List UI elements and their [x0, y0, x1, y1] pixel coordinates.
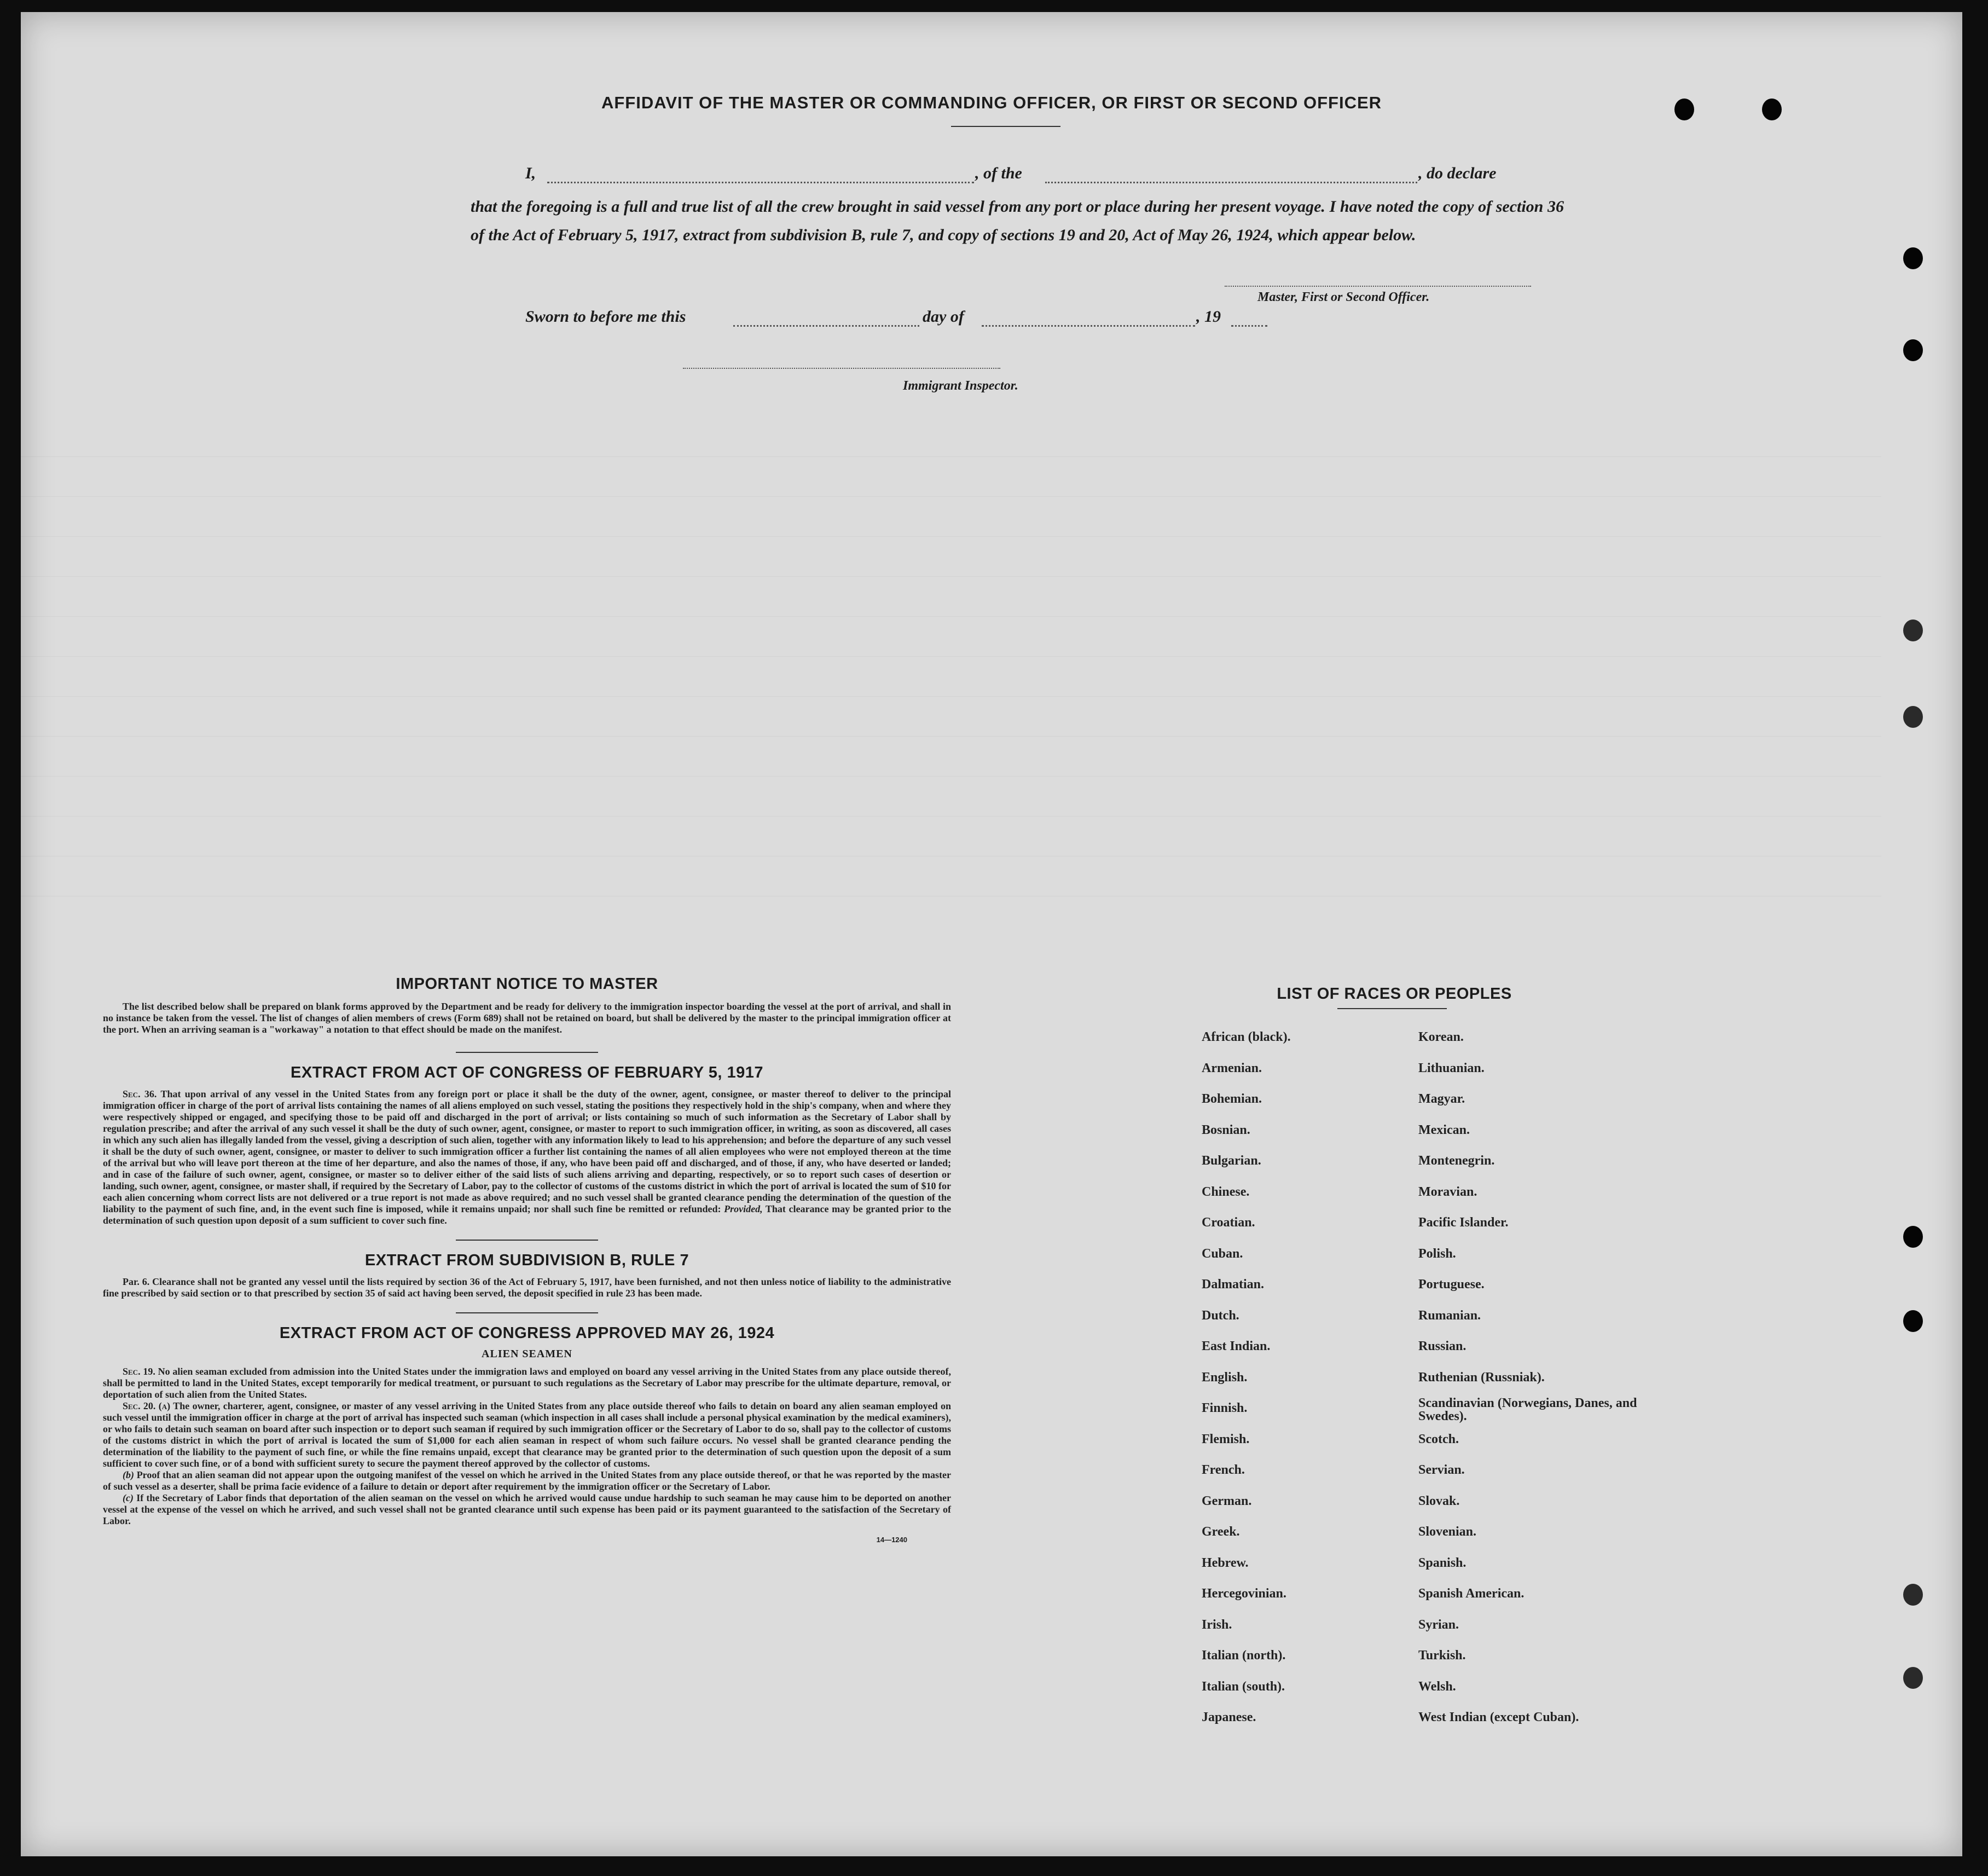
section-rule	[456, 1052, 598, 1053]
race-item: Spanish.	[1418, 1555, 1467, 1570]
sec-20b-body: Proof that an alien seaman did not appear upon the outgoing manifest of the vessel on which he arrived in the United States from any place outside thereof, or that he was reported by the master of such vessel as a deserter, shall be prima facie evidence of a failure to detain or deport after requirement by the immigration officer or the Secretary of Labor.	[103, 1469, 951, 1492]
sec-20a-body: The owner, charterer, agent, consignee, or master of any vessel arriving in the United States from any place outside thereof who fails to detain on board any alien seaman employed on such vessel until the immigration officer in charge at the port of arrival has inspected such seaman (which inspection in all cases shall include a personal physical examination by the medical examiners), or who fails to detain such seaman on board after such inspection or to deport such seaman if required by such immigration officer or the Secretary of Labor to do so, shall pay to the collector of customs of the customs district in which the port of arrival is located the sum of $1,000 for each alien seaman in respect of whom such failure occurs. No vessel shall be granted clearance pending the determination of the liability to the payment of such fine, or while the fine remains unpaid, except that clearance may be granted prior to the determination of such question upon the deposit of a sum sufficient to cover such fine, or of a bond with sufficient surety to secure the payment thereof approved by the collector of customs.	[103, 1400, 951, 1469]
race-item: Syrian.	[1418, 1617, 1459, 1632]
title-rule	[951, 126, 1060, 127]
sworn-day-field[interactable]	[733, 325, 919, 327]
race-item: Portuguese.	[1418, 1277, 1485, 1292]
race-item: Ruthenian (Russniak).	[1418, 1370, 1545, 1385]
race-item: Italian (north).	[1202, 1648, 1286, 1663]
race-item: Montenegrin.	[1418, 1154, 1495, 1168]
rule-7-title: EXTRACT FROM SUBDIVISION B, RULE 7	[364, 1252, 689, 1269]
race-item: Croatian.	[1202, 1215, 1255, 1230]
sec-19-body: No alien seaman excluded from admission into the United States under the immigration laws and employed on board any vessel arriving in the United States from any place outside thereof, shall be permitted to land in the United States, except temporarily for medical treatment, or pursuant to such regulations as the Secretary of Labor may prescribe for the ultimate departure, removal, or deportation of such alien from the United States.	[103, 1366, 951, 1400]
race-item: Slovenian.	[1418, 1525, 1477, 1539]
race-item: Russian.	[1418, 1339, 1467, 1353]
punch-hole	[1903, 1310, 1923, 1332]
race-item: Japanese.	[1202, 1710, 1256, 1724]
race-item: Korean.	[1418, 1030, 1464, 1044]
form-number: 14—1240	[876, 1536, 907, 1544]
race-item: Slovak.	[1418, 1493, 1460, 1508]
race-item: English.	[1202, 1370, 1248, 1385]
signature-label: Master, First or Second Officer.	[1257, 290, 1430, 304]
race-item: Moravian.	[1418, 1184, 1477, 1199]
sworn-year-field[interactable]	[1231, 325, 1267, 327]
race-item: Magyar.	[1418, 1092, 1465, 1106]
sec-36-label: Sec. 36.	[123, 1088, 157, 1099]
sec-19-text	[103, 1366, 951, 1400]
race-item: Scandinavian (Norwegians, Danes, and Swedes).	[1418, 1396, 1637, 1423]
vessel-field[interactable]	[1045, 182, 1417, 183]
race-item: East Indian.	[1202, 1339, 1271, 1353]
inspector-label: Immigrant Inspector.	[903, 379, 1018, 393]
provided-label: Provided,	[724, 1203, 763, 1214]
name-field[interactable]	[547, 182, 974, 183]
race-item: Irish.	[1202, 1617, 1232, 1632]
races-title: LIST OF RACES OR PEOPLES	[1277, 985, 1512, 1003]
race-item: Bulgarian.	[1202, 1154, 1261, 1168]
race-item: African (black).	[1202, 1030, 1291, 1044]
rule-7-text: Par. 6. Clearance shall not be granted any vessel until the lists required by section 36 of the Act of February 5, 1917, have been furnished, and not then unless notice of liability to the administrative fine prescribed by said section or to that prescribed by section 35 of said act having been served, the deposit specified in rule 23 has been made.	[103, 1276, 951, 1299]
race-item: Bohemian.	[1202, 1092, 1262, 1106]
affidavit-title: AFFIDAVIT OF THE MASTER OR COMMANDING OFFICER, OR FIRST OR SECOND OFFICER	[601, 93, 1382, 112]
punch-hole	[1903, 339, 1923, 361]
signature-field[interactable]	[1225, 286, 1531, 287]
punch-hole	[1903, 1667, 1923, 1689]
sworn-line	[525, 308, 1346, 335]
extract-1924-title: EXTRACT FROM ACT OF CONGRESS APPROVED MAY 26, 1924	[279, 1324, 775, 1342]
sworn-day-of: day of	[923, 308, 964, 326]
race-item: Servian.	[1418, 1463, 1465, 1477]
declaration-body: that the foregoing is a full and true list of all the crew brought in said vessel from any port or place during her present voyage. I have noted the copy of section 36 of the Act of February 5, 1917, extract from subdivision B, rule 7, and copy of sections 19 and 20, Act of May 26, 1924, which appear below.	[471, 198, 1564, 244]
extract-1917-text	[103, 1088, 951, 1226]
race-item: Hercegovinian.	[1202, 1587, 1286, 1601]
punch-hole	[1903, 706, 1923, 728]
race-item: Bosnian.	[1202, 1122, 1250, 1137]
declaration-do-declare: , do declare	[1418, 164, 1497, 182]
race-item: Spanish American.	[1418, 1587, 1525, 1601]
race-item: Armenian.	[1202, 1061, 1262, 1075]
sec-20b-text	[103, 1469, 951, 1492]
notice-text: The list described below shall be prepared on blank forms approved by the Department and be ready for delivery to the immigration inspector boarding the vessel at the port of arrival, and shall in no instance be taken from the vessel. The list of changes of alien members of crews (Form 689) shall not be retained on board, but shall be delivered by the master to the principal immigration officer at the port. When an arriving seaman is a "workaway" a notation to that effect should be made on the manifest.	[103, 1001, 951, 1035]
race-item: Rumanian.	[1418, 1308, 1481, 1323]
race-item: Lithuanian.	[1418, 1061, 1485, 1075]
sec-20c-label: (c)	[123, 1492, 134, 1503]
declaration-of-the: , of the	[975, 164, 1022, 182]
race-item: Mexican.	[1418, 1122, 1470, 1137]
sworn-year: , 19	[1196, 308, 1221, 326]
race-item: German.	[1202, 1493, 1252, 1508]
sec-20a-text	[103, 1400, 951, 1469]
sworn-month-field[interactable]	[982, 325, 1195, 327]
declaration-i: I,	[525, 164, 536, 182]
race-item: Finnish.	[1202, 1401, 1248, 1415]
race-item: Greek.	[1202, 1525, 1240, 1539]
sec-36-proviso: That clearance may be granted prior to the determination of such question upon deposit of a sum sufficient to cover such fine.	[103, 1203, 951, 1226]
sworn-label: Sworn to before me this	[525, 308, 686, 326]
race-item: Dutch.	[1202, 1308, 1239, 1323]
sec-19-label: Sec. 19.	[123, 1366, 155, 1377]
extract-1924-subtitle: ALIEN SEAMEN	[482, 1348, 572, 1360]
extract-1917-title: EXTRACT FROM ACT OF CONGRESS OF FEBRUARY 5, 1917	[290, 1064, 764, 1081]
declaration-line	[525, 164, 1565, 192]
races-title-rule	[1337, 1008, 1447, 1009]
notice-title: IMPORTANT NOTICE TO MASTER	[396, 975, 658, 993]
race-item: Flemish.	[1202, 1432, 1250, 1446]
race-item: Dalmatian.	[1202, 1277, 1264, 1292]
sec-36-text: That upon arrival of any vessel in the United States from any foreign port or place it shall be the duty of the owner, agent, consignee, or master thereof to deliver to the principal immigration officer in charge of the port of arrival lists containing the names of all aliens employed on such vessel, stating the positions they respectively hold in the ship's company, when and where they were respectively shipped or engaged, and specifying those to be paid off and discharged in the port of arrival; or lists containing so much of such information as the Secretary of Labor shall by regulation prescribe; and after the arrival of any such vessel it shall be the duty of such owner, agent, consignee, or master to report to such immigration officer, in writing, as soon as discovered, all cases in which any such alien has illegally landed from the vessel, giving a description of such alien, together with any information likely to lead to his apprehension; and before the departure of any such vessel it shall be the duty of such owner, agent, consignee, or master to deliver to such immigration officer a further list containing the names of all alien employees who were not employed thereon at the time of the arrival but who will leave port thereon at the time of her departure, and also the names of those, if any, who have been paid off and discharged, and of those, if any, who have deserted or landed; and in case of the failure of such owner, agent, consignee, or master so to deliver either of the said lists of such aliens arriving and departing, respectively, or so to report such cases of desertion or landing, such owner, agent, consignee, or master shall, if required by the Secretary of Labor, pay to the collector of customs of the customs district in which the port of arrival is located the sum of $10 for each alien concerning whom correct lists are not delivered or a true report is not made as above required; and no such vessel shall be granted clearance pending the determination of the question of the liability to the payment of such fine, and, in the event such fine is imposed, while it remains unpaid; nor shall such fine be remitted or refunded:	[103, 1088, 951, 1214]
bleed-through-text	[21, 417, 1881, 964]
race-item: Pacific Islander.	[1418, 1215, 1509, 1230]
section-rule	[456, 1312, 598, 1313]
sec-20c-text	[103, 1492, 951, 1527]
section-rule	[456, 1240, 598, 1241]
inspector-signature-field[interactable]	[683, 368, 1000, 369]
punch-hole	[1903, 1226, 1923, 1248]
race-item: Polish.	[1418, 1246, 1456, 1261]
race-item: Turkish.	[1418, 1648, 1466, 1663]
punch-hole	[1903, 1584, 1923, 1606]
notice-column	[103, 975, 951, 1544]
race-item: Italian (south).	[1202, 1679, 1285, 1694]
race-item: West Indian (except Cuban).	[1418, 1710, 1579, 1724]
sec-20b-label: (b)	[123, 1469, 134, 1480]
punch-hole	[1903, 619, 1923, 641]
punch-hole	[1903, 247, 1923, 269]
form-sheet	[21, 12, 1962, 1856]
race-item: Chinese.	[1202, 1184, 1250, 1199]
race-item: Welsh.	[1418, 1679, 1456, 1694]
race-item: Cuban.	[1202, 1246, 1243, 1261]
race-item: Scotch.	[1418, 1432, 1459, 1446]
sec-20-label: Sec. 20. (a)	[123, 1400, 171, 1411]
race-item: French.	[1202, 1463, 1245, 1477]
sec-20c-body: If the Secretary of Labor finds that deportation of the alien seaman on the vessel on which he arrived would cause undue hardship to such seaman he may cause him to be deported on another vessel at the expense of the vessel on which he arrived, and such vessel shall not be granted clearance until such expense has been paid or its payment guaranteed to the satisfaction of the Secretary of Labor.	[103, 1492, 951, 1526]
race-item: Hebrew.	[1202, 1555, 1249, 1570]
